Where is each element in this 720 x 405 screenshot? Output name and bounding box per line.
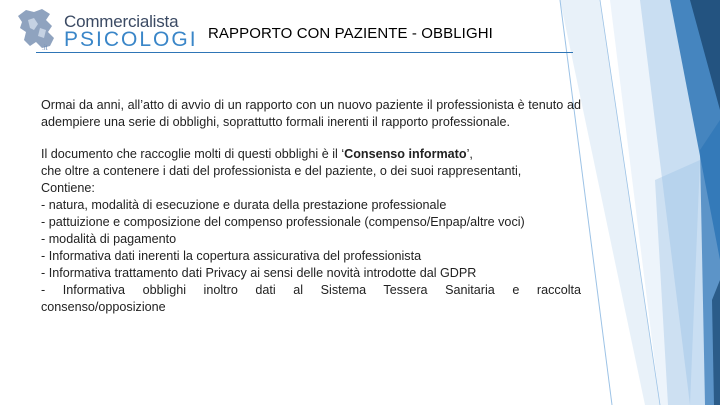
consenso-informato-bold: Consenso informato <box>344 147 467 161</box>
title-underline <box>36 52 573 53</box>
slide-body <box>41 97 581 316</box>
svg-text:.it: .it <box>42 45 48 52</box>
list-item: - natura, modalità di esecuzione e durata della prestazione professionale <box>41 198 447 212</box>
slide-title: RAPPORTO CON PAZIENTE - OBBLIGHI <box>208 25 493 42</box>
list-item: - pattuizione e composizione del compenso professionale (compenso/Enpap/altre voci) <box>41 215 525 229</box>
logo-text-commercialista: Commercialista <box>64 12 179 31</box>
intro-text-end: ’, <box>466 147 473 161</box>
paragraph-intro: Ormai da anni, all’atto di avvio di un rapporto con un nuovo paziente il professionista è tenuto ad adempiere una serie di obblighi, soprattutto formali inerenti il rapporto professionale. <box>41 98 581 129</box>
text-line: che oltre a contenere i dati del professionista e del paziente, o dei suoi rappresentanti, <box>41 164 522 178</box>
logo-text-psicologi: PSICOLOGI <box>64 28 198 51</box>
list-item: - Informativa dati inerenti la copertura assicurativa del professionista <box>41 249 422 263</box>
list-item: - modalità di pagamento <box>41 232 177 246</box>
intro-text: Il documento che raccoglie molti di questi obblighi è il ‘ <box>41 147 345 161</box>
text-line: Contiene: <box>41 181 95 195</box>
consenso-intro-line <box>41 146 581 163</box>
list-item-continuation: consenso/opposizione <box>41 300 166 314</box>
italy-map-icon <box>12 6 60 52</box>
list-item: - Informativa obblighi inoltro dati al Sistema Tessera Sanitaria e raccolta <box>41 283 581 297</box>
paragraph-consenso <box>41 146 581 316</box>
list-item: - Informativa trattamento dati Privacy ai sensi delle novità introdotte dal GDPR <box>41 266 477 280</box>
logo <box>12 6 198 52</box>
